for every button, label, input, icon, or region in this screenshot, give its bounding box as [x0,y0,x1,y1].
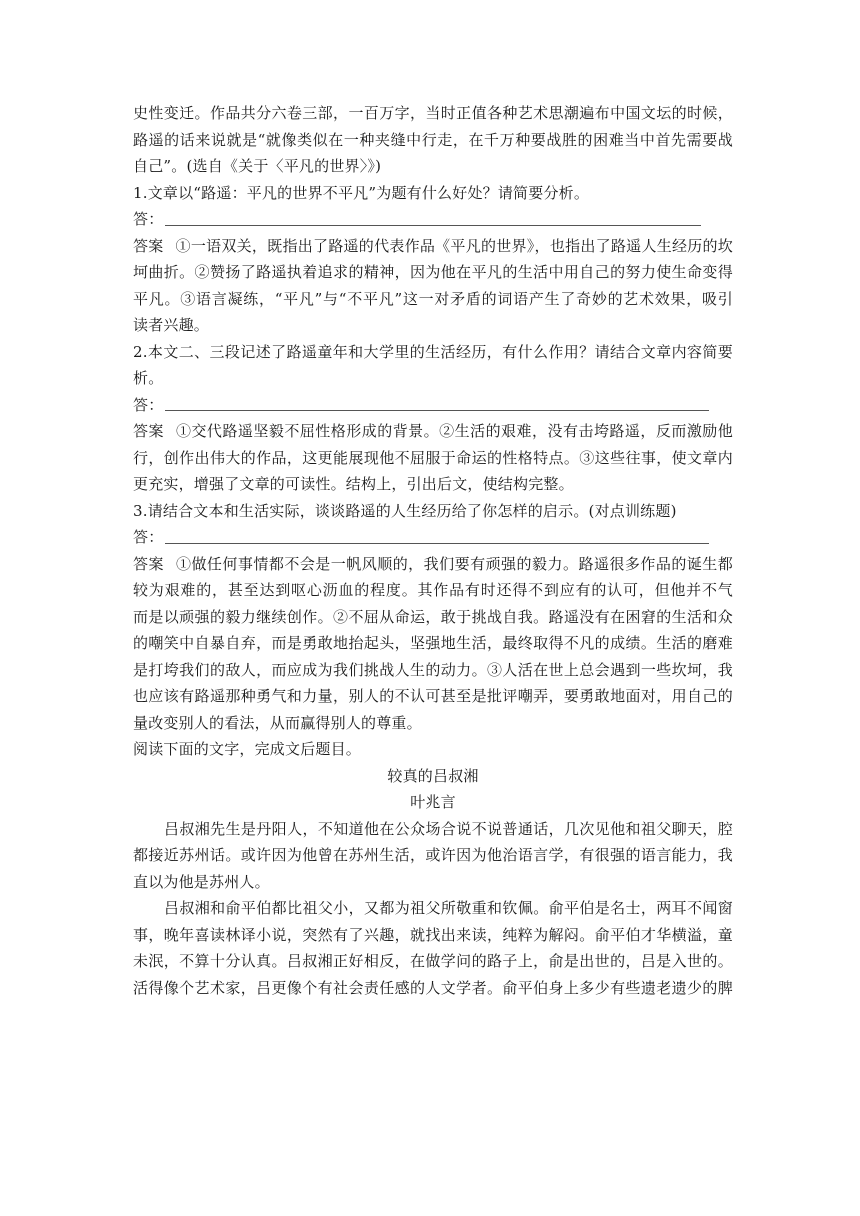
question-1 [133,180,733,339]
answer-key-label: 答案 [133,422,164,440]
answer-blank-rule [165,543,709,544]
answer-key-line: 平凡。③语言凝练，“平凡”与“不平凡”这一对矛盾的词语产生了奇妙的艺术效果，吸引 [133,289,733,308]
reading-instruction: 阅读下面的文字，完成文后题目。 [133,740,362,758]
answer-key-label: 答案 [133,554,164,573]
answer-key-line: 读者兴趣。 [133,316,210,334]
answer-prefix: 答： [133,210,164,228]
article-line: 都接近苏州话。或许因为他曾在苏州生活，或许因为他治语言学，有很强的语言能力，我 [133,846,733,864]
question-prompt: 2.本文二、三段记述了路遥童年和大学里的生活经历，有什么作用？请结合文章内容简要 [133,342,733,361]
answer-key-line [133,233,733,260]
answer-key-line: 是打垮我们的敌人，而应成为我们挑战人生的动力。③人活在世上总会遇到一些坎坷，我 [133,660,733,679]
answer-key-text: ①交代路遥坚毅不屈性格形成的背景。②生活的艰难，没有击垮路遥，反而激励他 [175,422,733,440]
answer-key-line: 较为艰难的，甚至达到呕心沥血的程度。其作品有时还得不到应有的认可，但他并不气 [133,581,733,599]
article-paragraph-2 [133,895,733,1001]
answer-prefix: 答： [133,395,164,414]
text-line: 自己”。(选自《关于〈平凡的世界〉》) [133,157,382,175]
answer-prefix: 答： [133,528,164,546]
article-line: 活得像个艺术家，吕更像个有社会责任感的人文学者。俞平伯身上多少有些遗老遗少的脾 [133,978,733,997]
question-prompt: 1.文章以“路遥：平凡的世界不平凡”为题有什么好处？请简要分析。 [133,183,590,202]
answer-line[interactable] [133,524,733,551]
answer-key-text: ①做任何事情都不会是一帆风顺的，我们要有顽强的毅力。路遥很多作品的诞生都 [175,554,733,573]
article-line: 事，晚年喜读林译小说，突然有了兴趣，就找出来读，纯粹为解闷。俞平伯才华横溢，童 [133,925,733,944]
question-prompt: 3.请结合文本和生活实际，谈谈路遥的人生经历给了你怎样的启示。(对点训练题) [133,501,677,520]
article-line: 未泯，不算十分认真。吕叔湘正好相反，在做学问的路子上，俞是出世的，吕是入世的。 [133,952,733,970]
answer-key-line: 量改变别人的看法，从而赢得别人的尊重。 [133,713,422,732]
answer-blank-rule [165,410,709,411]
article-line: 吕叔湘和俞平伯都比祖父小，又都为祖父所敬重和钦佩。俞平伯是名士，两耳不闻窗 [164,899,733,917]
answer-key-line: 更充实，增强了文章的可读性。结构上，引出后文，使结构完整。 [133,475,574,493]
article-paragraph-1 [133,816,733,896]
answer-key-label: 答案 [133,236,164,255]
intro-paragraph [133,100,733,180]
answer-key-line: 坷曲折。②赞扬了路遥执着追求的精神，因为他在平凡的生活中用自己的努力使生命变得 [133,263,733,281]
article-title: 较真的吕叔湘 [387,766,479,785]
answer-key [133,418,733,498]
answer-key-line: 行，创作出伟大的作品，这更能展现他不屈服于命运的性格特点。③这些往事，使文章内 [133,448,733,467]
answer-key-line [133,551,733,578]
answer-key [133,551,733,737]
article-author: 叶兆言 [410,793,456,811]
text-line: 史性变迁。作品共分六卷三部，一百万字，当时正值各种艺术思潮遍布中国文坛的时候， [133,104,733,122]
question-3 [133,498,733,737]
question-prompt: 析。 [133,369,164,387]
answer-key [133,233,733,339]
answer-blank-rule [165,225,701,226]
document-body [133,100,733,1001]
article-line: 直以为他是苏州人。 [133,872,270,891]
answer-key-line: 也应该有路遥那种勇气和力量，别人的不认可甚至是批评嘲弄，要勇敢地面对，用自己的 [133,687,733,705]
answer-key-line: 的嘲笑中自暴自弃，而是勇敢地抬起头，坚强地生活，最终取得不凡的成绩。生活的磨难 [133,634,733,652]
answer-line[interactable] [133,392,733,419]
answer-line[interactable] [133,206,733,233]
answer-key-text: ①一语双关，既指出了路遥的代表作品《平凡的世界》，也指出了路遥人生经历的坎 [175,236,733,255]
text-line: 路遥的话来说就是“就像类似在一种夹缝中行走，在千万种要战胜的困难当中首先需要战 [133,130,733,149]
answer-key-line [133,418,733,445]
answer-key-line: 而是以顽强的毅力继续创作。②不屈从命运，敢于挑战自我。路遥没有在困窘的生活和众 [133,607,733,626]
article-line: 吕叔湘先生是丹阳人，不知道他在公众场合说不说普通话，几次见他和祖父聊天，腔 [164,819,733,838]
question-2 [133,339,733,498]
